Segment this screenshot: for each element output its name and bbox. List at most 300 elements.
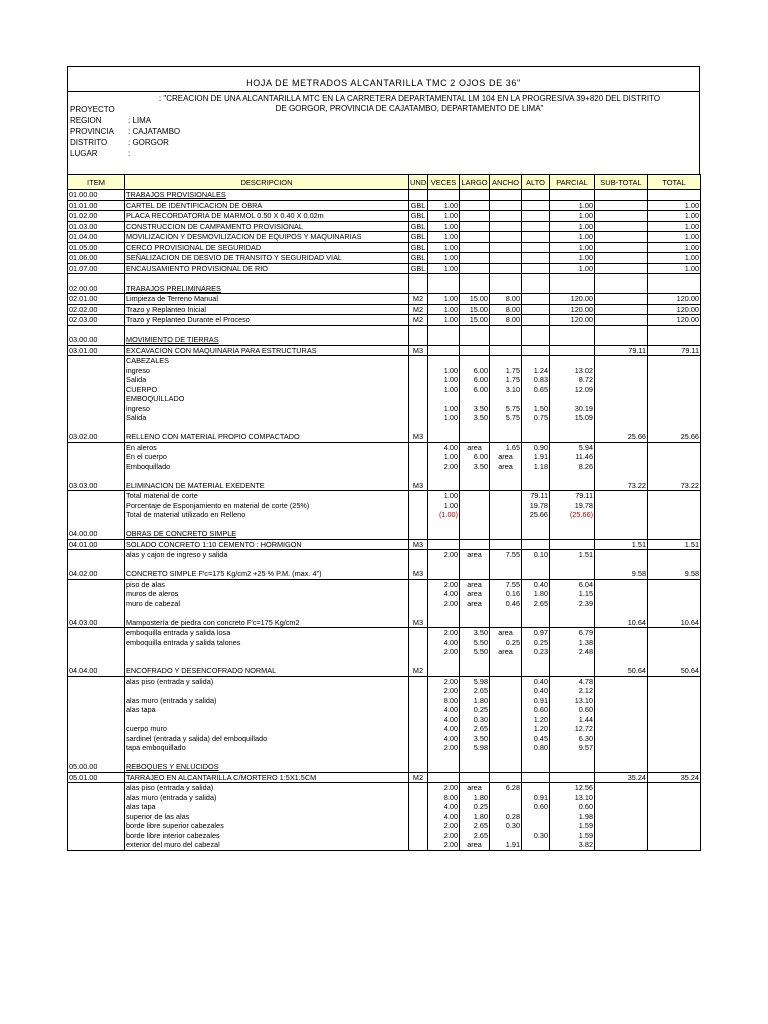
cell-descripcion: REBOQUES Y ENLUCIDOS xyxy=(125,762,409,772)
cell-largo xyxy=(460,481,490,491)
cell-ancho xyxy=(490,705,522,715)
cell-largo xyxy=(460,221,490,232)
cell-descripcion xyxy=(125,753,409,763)
table-row xyxy=(68,242,701,253)
header-ancho: ANCHO xyxy=(490,175,522,190)
cell-ancho xyxy=(490,802,522,812)
table-row xyxy=(68,724,701,734)
cell-sub-total xyxy=(595,647,648,657)
cell-sub-total xyxy=(595,812,648,822)
cell-total xyxy=(648,812,701,822)
cell-veces: 2.00 xyxy=(428,686,460,696)
cell-alto xyxy=(522,657,550,667)
cell-largo: 15.00 xyxy=(460,294,490,305)
cell-total: 1.00 xyxy=(648,232,701,243)
table-row xyxy=(68,772,701,783)
cell-ancho xyxy=(490,753,522,763)
cell-parcial xyxy=(550,608,595,618)
table-row xyxy=(68,831,701,841)
cell-largo xyxy=(460,232,490,243)
cell-largo: 3.50 xyxy=(460,413,490,423)
cell-und xyxy=(409,647,428,657)
cell-veces: 4.00 xyxy=(428,802,460,812)
cell-parcial: 8.72 xyxy=(550,375,595,385)
cell-sub-total xyxy=(595,200,648,211)
cell-item: 01.04.00 xyxy=(68,232,125,243)
label-provincia: PROVINCIA xyxy=(70,127,115,136)
cell-und: GBL xyxy=(409,263,428,274)
cell-descripcion: TRABAJOS PRELIMINARES xyxy=(125,284,409,294)
cell-und: GBL xyxy=(409,211,428,222)
cell-alto: 0.40 xyxy=(522,676,550,686)
cell-parcial: 2.12 xyxy=(550,686,595,696)
cell-total xyxy=(648,356,701,366)
cell-ancho xyxy=(490,793,522,803)
cell-sub-total xyxy=(595,242,648,253)
cell-total xyxy=(648,394,701,404)
cell-descripcion: borde libre interior cabezales xyxy=(125,831,409,841)
table-row xyxy=(68,263,701,274)
cell-item xyxy=(68,385,125,395)
value-region: : LIMA xyxy=(128,116,152,125)
cell-parcial: 12.72 xyxy=(550,724,595,734)
project-info xyxy=(67,91,700,162)
cell-descripcion xyxy=(125,560,409,570)
cell-alto: 0.60 xyxy=(522,705,550,715)
cell-und xyxy=(409,579,428,589)
table-row xyxy=(68,462,701,472)
cell-sub-total xyxy=(595,715,648,725)
cell-ancho: 1.91 xyxy=(490,840,522,850)
cell-und: GBL xyxy=(409,232,428,243)
cell-largo: 6.00 xyxy=(460,385,490,395)
cell-largo: 2.65 xyxy=(460,831,490,841)
cell-alto xyxy=(522,608,550,618)
cell-sub-total xyxy=(595,394,648,404)
cell-total xyxy=(648,657,701,667)
cell-largo: 5.50 xyxy=(460,647,490,657)
cell-descripcion: alas y cajon de ingreso y salida xyxy=(125,550,409,560)
cell-largo: area xyxy=(460,599,490,609)
cell-descripcion xyxy=(125,647,409,657)
table-row xyxy=(68,442,701,452)
cell-veces: 1.00 xyxy=(428,294,460,305)
cell-descripcion: alas piso (entrada y salida) xyxy=(125,783,409,793)
cell-und xyxy=(409,190,428,201)
cell-veces xyxy=(428,608,460,618)
header-largo: LARGO xyxy=(460,175,490,190)
cell-ancho xyxy=(490,242,522,253)
table-row xyxy=(68,705,701,715)
cell-total xyxy=(648,724,701,734)
cell-item: 01.07.00 xyxy=(68,263,125,274)
cell-sub-total xyxy=(595,375,648,385)
cell-parcial xyxy=(550,356,595,366)
cell-ancho xyxy=(490,539,522,550)
cell-sub-total xyxy=(595,520,648,530)
cell-parcial: 1.00 xyxy=(550,221,595,232)
cell-item xyxy=(68,676,125,686)
cell-parcial: 8.26 xyxy=(550,462,595,472)
cell-alto: 25.66 xyxy=(522,510,550,520)
cell-largo: 6.00 xyxy=(460,366,490,376)
cell-descripcion xyxy=(125,423,409,433)
cell-veces: 1.00 xyxy=(428,304,460,315)
cell-descripcion: CARTEL DE IDENTIFICACION DE OBRA xyxy=(125,200,409,211)
cell-item: 01.02.00 xyxy=(68,211,125,222)
cell-und xyxy=(409,560,428,570)
cell-sub-total xyxy=(595,211,648,222)
value-distrito: : GORGOR xyxy=(128,138,169,147)
cell-sub-total xyxy=(595,560,648,570)
cell-descripcion xyxy=(125,608,409,618)
cell-total: 1.00 xyxy=(648,211,701,222)
cell-total xyxy=(648,753,701,763)
cell-total xyxy=(648,325,701,335)
cell-veces: 8.00 xyxy=(428,793,460,803)
cell-veces: 1.00 xyxy=(428,242,460,253)
cell-parcial: 1.59 xyxy=(550,831,595,841)
cell-veces: 1.00 xyxy=(428,211,460,222)
cell-total: 73.22 xyxy=(648,481,701,491)
cell-descripcion: sardinel (entrada y salida) del emboquillado xyxy=(125,734,409,744)
cell-veces xyxy=(428,432,460,442)
cell-item xyxy=(68,599,125,609)
cell-und xyxy=(409,385,428,395)
cell-ancho: 0.16 xyxy=(490,589,522,599)
cell-ancho xyxy=(490,666,522,676)
cell-veces: 1.00 xyxy=(428,253,460,264)
cell-veces: 1.00 xyxy=(428,366,460,376)
cell-ancho xyxy=(490,762,522,772)
cell-item: 02.01.00 xyxy=(68,294,125,305)
cell-largo: area xyxy=(460,589,490,599)
cell-descripcion: borde libre superior cabezales xyxy=(125,821,409,831)
cell-total: 9.58 xyxy=(648,569,701,579)
cell-veces xyxy=(428,423,460,433)
cell-parcial: 1.00 xyxy=(550,263,595,274)
cell-und xyxy=(409,821,428,831)
cell-ancho xyxy=(490,263,522,274)
cell-total xyxy=(648,638,701,648)
cell-item xyxy=(68,366,125,376)
metrados-table xyxy=(67,174,701,851)
cell-und xyxy=(409,812,428,822)
cell-veces: 4.00 xyxy=(428,638,460,648)
table-row xyxy=(68,793,701,803)
cell-und xyxy=(409,743,428,753)
cell-sub-total xyxy=(595,840,648,850)
table-row xyxy=(68,696,701,706)
sheet-title: HOJA DE METRADOS ALCANTARILLA TMC 2 OJOS DE 36" xyxy=(246,78,521,88)
cell-sub-total xyxy=(595,413,648,423)
cell-ancho xyxy=(490,715,522,725)
cell-total xyxy=(648,628,701,638)
cell-und xyxy=(409,589,428,599)
cell-item: 05.01.00 xyxy=(68,772,125,783)
cell-total xyxy=(648,491,701,501)
cell-sub-total xyxy=(595,423,648,433)
cell-sub-total xyxy=(595,686,648,696)
cell-total xyxy=(648,284,701,294)
cell-parcial xyxy=(550,762,595,772)
cell-descripcion: alas tapa xyxy=(125,802,409,812)
cell-parcial xyxy=(550,539,595,550)
cell-parcial xyxy=(550,284,595,294)
header-veces: VECES xyxy=(428,175,460,190)
cell-sub-total xyxy=(595,638,648,648)
cell-sub-total xyxy=(595,743,648,753)
cell-sub-total xyxy=(595,325,648,335)
cell-item xyxy=(68,647,125,657)
cell-item xyxy=(68,462,125,472)
cell-ancho xyxy=(490,221,522,232)
cell-sub-total xyxy=(595,232,648,243)
cell-veces: 4.00 xyxy=(428,705,460,715)
cell-veces: 2.00 xyxy=(428,579,460,589)
cell-descripcion: emboquilla entrada y salida losa xyxy=(125,628,409,638)
cell-veces xyxy=(428,539,460,550)
cell-ancho xyxy=(490,432,522,442)
cell-sub-total xyxy=(595,510,648,520)
cell-ancho: area xyxy=(490,647,522,657)
cell-descripcion: EMBOQUILLADO xyxy=(125,394,409,404)
cell-total: 120.00 xyxy=(648,315,701,326)
cell-item xyxy=(68,821,125,831)
cell-total xyxy=(648,802,701,812)
cell-und xyxy=(409,284,428,294)
cell-descripcion xyxy=(125,520,409,530)
cell-veces: 8.00 xyxy=(428,696,460,706)
cell-item: 02.02.00 xyxy=(68,304,125,315)
cell-descripcion: TARRAJEO EN ALCANTARILLA C/MORTERO 1:5X1.5CM xyxy=(125,772,409,783)
cell-item xyxy=(68,413,125,423)
cell-alto: 1.80 xyxy=(522,589,550,599)
cell-veces: 1.00 xyxy=(428,385,460,395)
cell-ancho xyxy=(490,724,522,734)
cell-veces: 2.00 xyxy=(428,628,460,638)
cell-und xyxy=(409,335,428,345)
cell-parcial xyxy=(550,190,595,201)
cell-largo: 3.50 xyxy=(460,404,490,414)
cell-und: M2 xyxy=(409,315,428,326)
table-row xyxy=(68,190,701,201)
cell-largo xyxy=(460,618,490,628)
cell-und: M2 xyxy=(409,294,428,305)
table-row xyxy=(68,560,701,570)
cell-total xyxy=(648,705,701,715)
cell-parcial: 120.00 xyxy=(550,315,595,326)
cell-und xyxy=(409,356,428,366)
cell-descripcion: alas tapa xyxy=(125,705,409,715)
cell-sub-total xyxy=(595,802,648,812)
cell-ancho: 6.28 xyxy=(490,783,522,793)
cell-largo: 6.00 xyxy=(460,452,490,462)
table-row xyxy=(68,638,701,648)
cell-parcial: 6.79 xyxy=(550,628,595,638)
table-row xyxy=(68,812,701,822)
header-alto: ALTO xyxy=(522,175,550,190)
table-row xyxy=(68,211,701,222)
cell-largo: 1.80 xyxy=(460,696,490,706)
cell-largo: 3.50 xyxy=(460,734,490,744)
cell-descripcion xyxy=(125,274,409,284)
cell-und: M2 xyxy=(409,304,428,315)
cell-alto: 1.20 xyxy=(522,715,550,725)
cell-ancho xyxy=(490,481,522,491)
cell-descripcion: MOVILIZACION Y DESMOVILIZACION DE EQUIPOS Y MAQUINARIAS xyxy=(125,232,409,243)
cell-largo xyxy=(460,666,490,676)
cell-und xyxy=(409,375,428,385)
cell-sub-total xyxy=(595,783,648,793)
cell-alto xyxy=(522,520,550,530)
cell-veces: 2.00 xyxy=(428,550,460,560)
cell-largo xyxy=(460,253,490,264)
cell-total xyxy=(648,423,701,433)
cell-descripcion: tapa emboquillado xyxy=(125,743,409,753)
cell-und xyxy=(409,501,428,511)
cell-veces xyxy=(428,618,460,628)
cell-item xyxy=(68,696,125,706)
cell-und xyxy=(409,638,428,648)
cell-und: GBL xyxy=(409,200,428,211)
table-row xyxy=(68,315,701,326)
cell-largo xyxy=(460,345,490,356)
cell-total xyxy=(648,550,701,560)
cell-item xyxy=(68,715,125,725)
cell-alto xyxy=(522,471,550,481)
cell-item: 04.01.00 xyxy=(68,539,125,550)
cell-parcial: 79.11 xyxy=(550,491,595,501)
cell-descripcion: piso de alas xyxy=(125,579,409,589)
cell-item xyxy=(68,394,125,404)
cell-ancho xyxy=(490,657,522,667)
cell-sub-total xyxy=(595,253,648,264)
cell-parcial xyxy=(550,481,595,491)
cell-sub-total xyxy=(595,263,648,274)
cell-descripcion: cuerpo muro xyxy=(125,724,409,734)
cell-parcial xyxy=(550,618,595,628)
cell-ancho: 8.00 xyxy=(490,304,522,315)
cell-item xyxy=(68,471,125,481)
cell-descripcion: alas piso (entrada y salida) xyxy=(125,676,409,686)
table-row xyxy=(68,743,701,753)
table-row xyxy=(68,253,701,264)
cell-sub-total xyxy=(595,452,648,462)
cell-largo: area xyxy=(460,579,490,589)
cell-sub-total: 79.11 xyxy=(595,345,648,356)
cell-ancho xyxy=(490,232,522,243)
cell-und xyxy=(409,628,428,638)
cell-largo: area xyxy=(460,840,490,850)
cell-item: 02.00.00 xyxy=(68,284,125,294)
cell-descripcion: CABEZALES xyxy=(125,356,409,366)
cell-ancho xyxy=(490,253,522,264)
cell-total xyxy=(648,471,701,481)
cell-largo xyxy=(460,356,490,366)
cell-ancho xyxy=(490,676,522,686)
cell-item xyxy=(68,638,125,648)
cell-largo xyxy=(460,325,490,335)
cell-item xyxy=(68,657,125,667)
cell-total xyxy=(648,647,701,657)
cell-veces xyxy=(428,560,460,570)
cell-veces: 1.00 xyxy=(428,221,460,232)
cell-parcial: 1.00 xyxy=(550,211,595,222)
cell-item xyxy=(68,743,125,753)
cell-alto xyxy=(522,618,550,628)
cell-alto: 0.97 xyxy=(522,628,550,638)
cell-total xyxy=(648,366,701,376)
cell-sub-total xyxy=(595,335,648,345)
cell-item xyxy=(68,520,125,530)
table-row xyxy=(68,802,701,812)
cell-veces: (1.00) xyxy=(428,510,460,520)
cell-total xyxy=(648,413,701,423)
cell-ancho xyxy=(490,831,522,841)
cell-largo xyxy=(460,753,490,763)
cell-parcial: 1.00 xyxy=(550,200,595,211)
cell-ancho: 1.75 xyxy=(490,375,522,385)
cell-largo xyxy=(460,335,490,345)
table-row xyxy=(68,589,701,599)
table-row xyxy=(68,734,701,744)
cell-sub-total xyxy=(595,589,648,599)
cell-largo: area xyxy=(460,442,490,452)
cell-largo xyxy=(460,491,490,501)
cell-largo xyxy=(460,539,490,550)
cell-veces xyxy=(428,345,460,356)
cell-item: 01.06.00 xyxy=(68,253,125,264)
cell-largo xyxy=(460,762,490,772)
cell-item: 04.02.00 xyxy=(68,569,125,579)
cell-alto xyxy=(522,772,550,783)
cell-item xyxy=(68,423,125,433)
cell-ancho xyxy=(490,618,522,628)
table-row xyxy=(68,274,701,284)
header-sub-total: SUB-TOTAL xyxy=(595,175,648,190)
cell-und: M3 xyxy=(409,481,428,491)
cell-veces: 1.00 xyxy=(428,315,460,326)
cell-und xyxy=(409,529,428,539)
cell-und xyxy=(409,831,428,841)
table-row xyxy=(68,762,701,772)
cell-item xyxy=(68,686,125,696)
cell-item: 01.01.00 xyxy=(68,200,125,211)
cell-largo xyxy=(460,569,490,579)
cell-sub-total xyxy=(595,491,648,501)
cell-largo: 1.80 xyxy=(460,812,490,822)
cell-parcial: 11.46 xyxy=(550,452,595,462)
cell-item xyxy=(68,501,125,511)
table-row xyxy=(68,628,701,638)
cell-sub-total xyxy=(595,221,648,232)
cell-sub-total: 50.64 xyxy=(595,666,648,676)
cell-parcial: 12.56 xyxy=(550,783,595,793)
cell-ancho xyxy=(490,190,522,201)
table-row xyxy=(68,715,701,725)
cell-veces: 2.00 xyxy=(428,840,460,850)
cell-total: 35.24 xyxy=(648,772,701,783)
cell-veces xyxy=(428,284,460,294)
cell-veces xyxy=(428,569,460,579)
cell-und: M3 xyxy=(409,618,428,628)
cell-item xyxy=(68,442,125,452)
cell-item: 01.05.00 xyxy=(68,242,125,253)
table-row xyxy=(68,232,701,243)
table-row xyxy=(68,423,701,433)
cell-sub-total xyxy=(595,274,648,284)
